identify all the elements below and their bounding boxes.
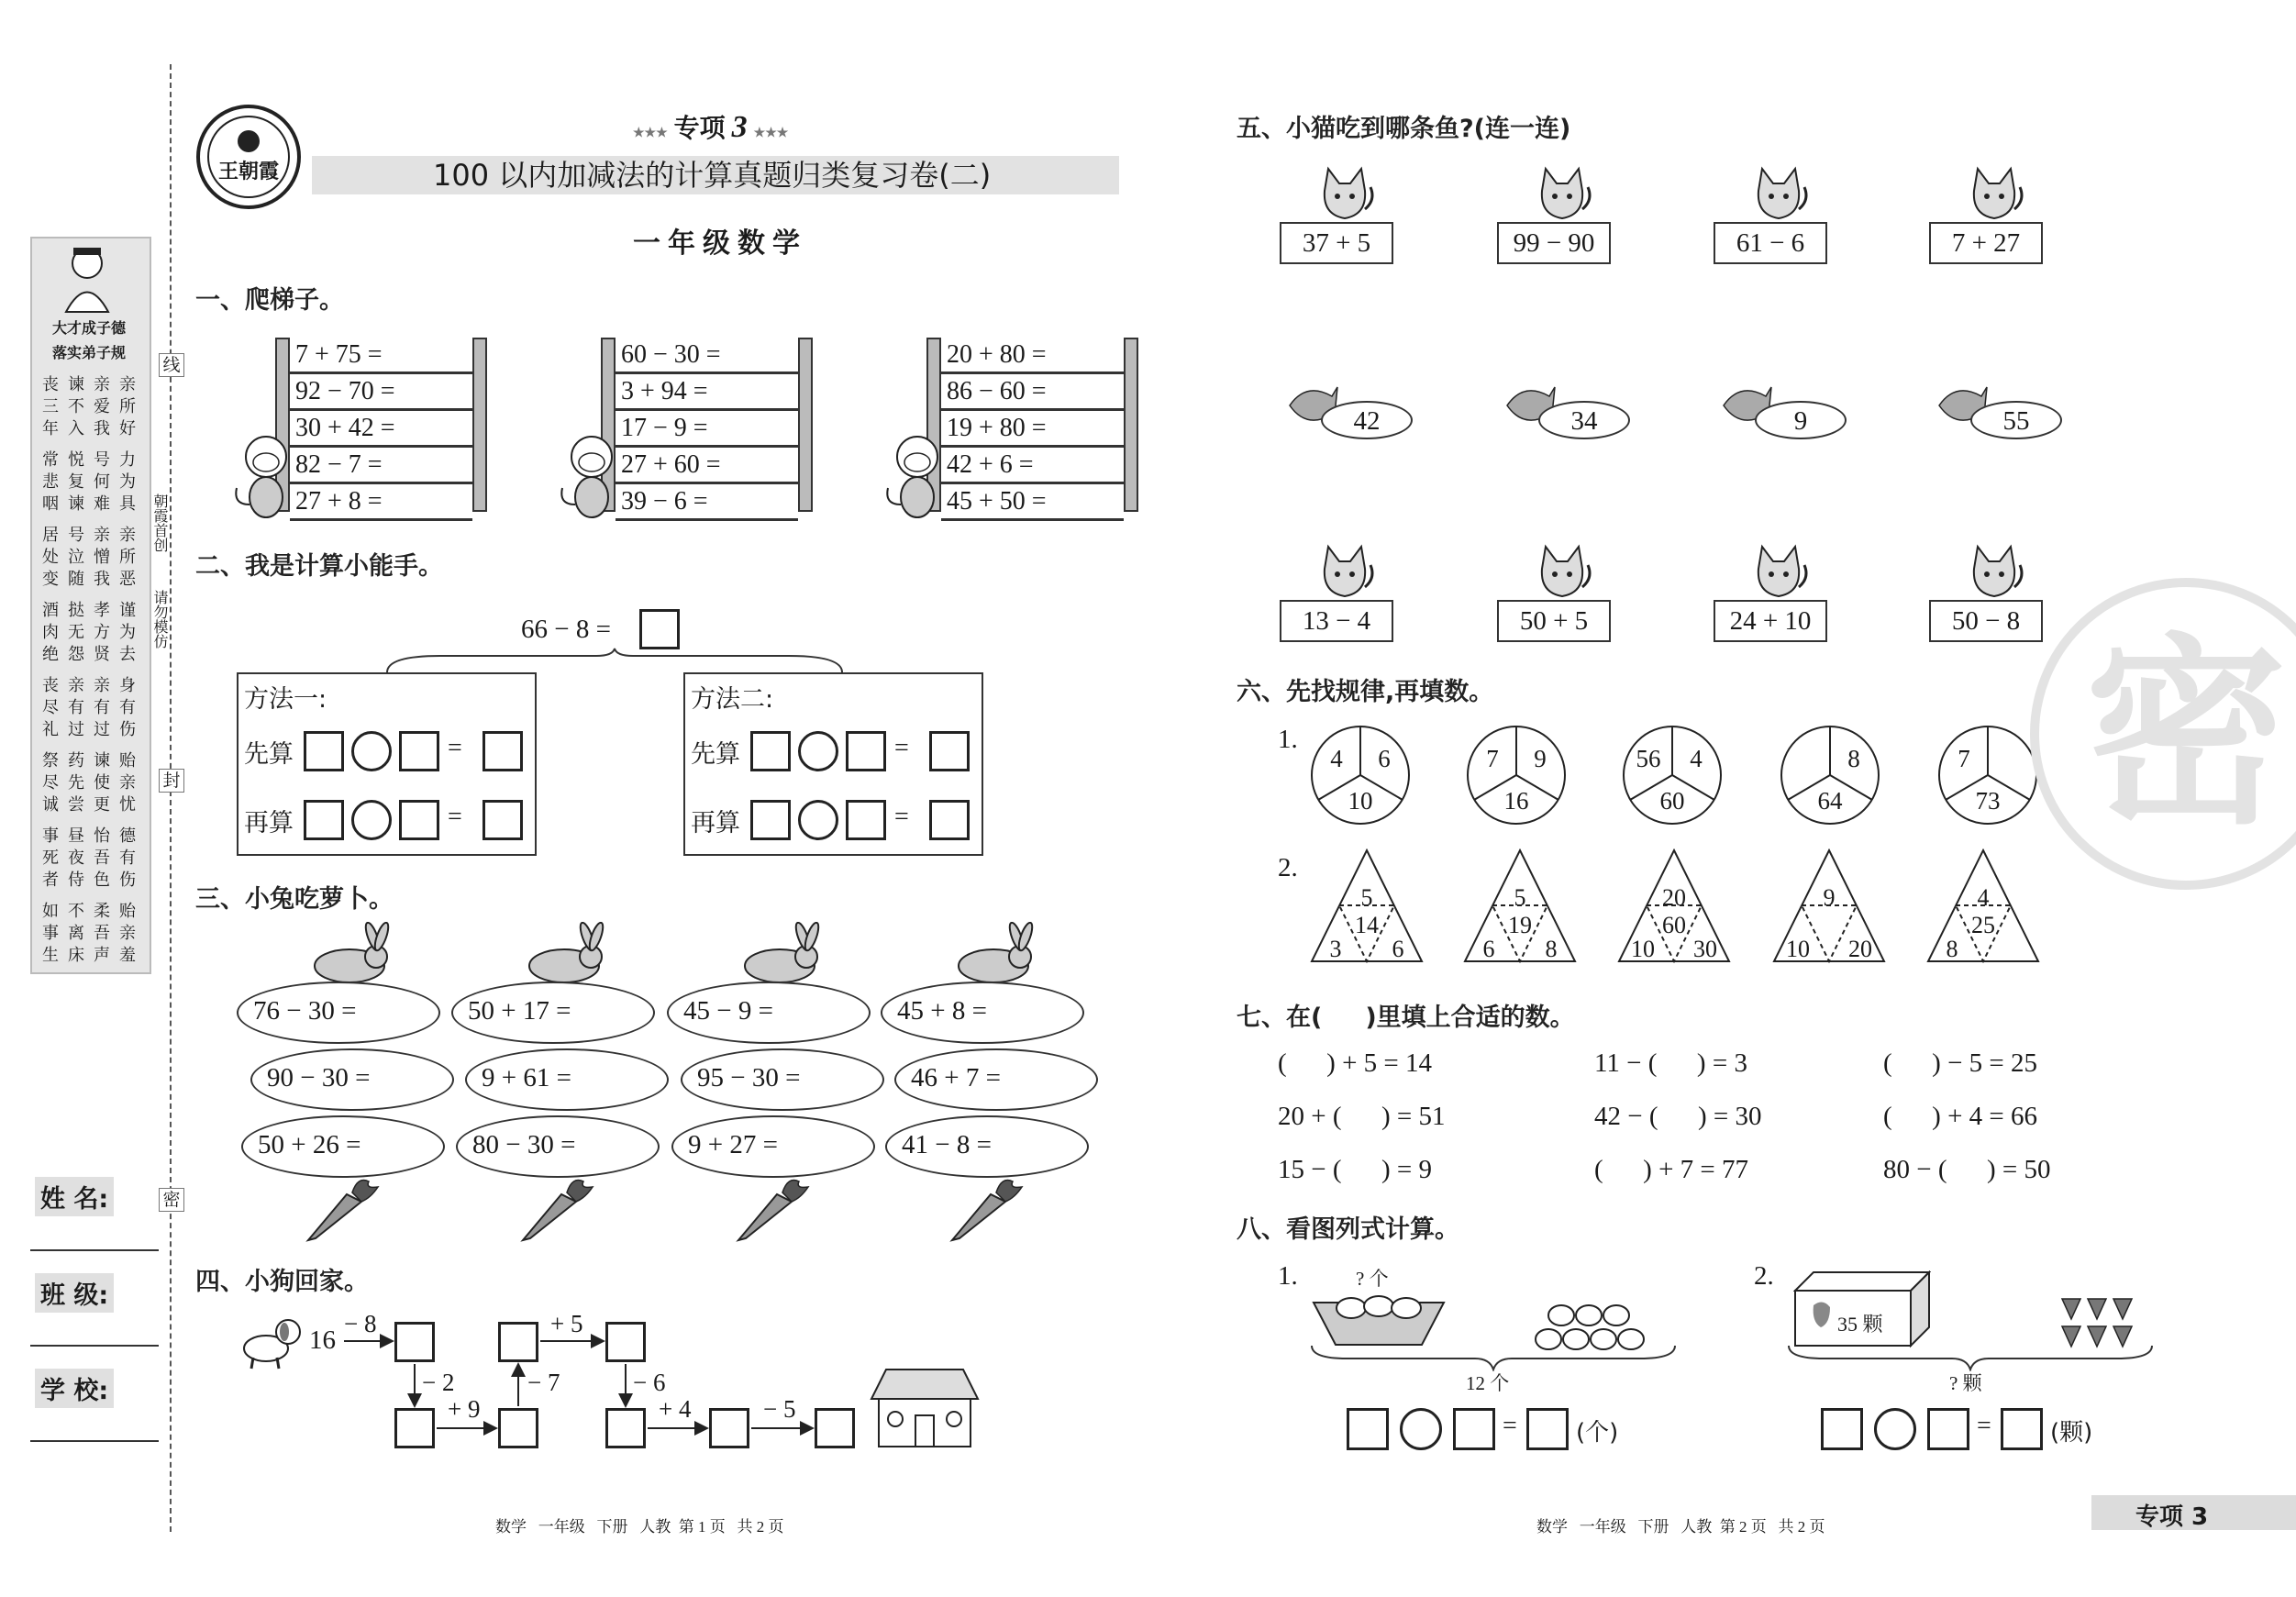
motto-column: 亲有过	[68, 676, 84, 739]
operation-label: + 9	[448, 1395, 481, 1423]
equals-sign: =	[1503, 1412, 1517, 1440]
motto-column: 亲爱我	[94, 375, 110, 438]
footer-tag	[2091, 1495, 2296, 1530]
watermark-glyph: 密	[2084, 616, 2287, 851]
header-badge	[633, 108, 788, 145]
rabbit-icon	[729, 922, 821, 986]
cat-icon	[1529, 541, 1593, 605]
answer-box[interactable]	[399, 731, 439, 771]
answer-box[interactable]	[498, 1408, 538, 1448]
ladder-rung[interactable]: 19 + 80 =	[941, 411, 1124, 448]
triangle-middle[interactable]: 19	[1508, 912, 1532, 938]
method-label: 方法一:	[244, 685, 327, 714]
fill-equation[interactable]: 42 − ( ) = 30	[1594, 1102, 1762, 1131]
cat-equation[interactable]: 13 − 4	[1280, 600, 1393, 642]
step-label: 先算	[691, 740, 740, 769]
equation-text: 76 − 30 =	[253, 996, 357, 1026]
motto-column: 身有伤	[119, 676, 136, 739]
answer-box[interactable]	[605, 1322, 646, 1362]
equation-text: 41 − 8 =	[902, 1130, 992, 1159]
circle-value-c[interactable]: 73	[1975, 787, 2001, 815]
sec8-title: 八、看图列式计算。	[1237, 1215, 1459, 1244]
motto-column: 号泣随	[68, 526, 84, 589]
motto-column: 酒肉绝	[42, 601, 59, 664]
triangle-left[interactable]: 10	[1786, 936, 1810, 962]
sec2-problem: 66 − 8 =	[521, 615, 611, 644]
ladder-rung[interactable]: 7 + 75 =	[290, 338, 472, 374]
triangle-top[interactable]: 5	[1360, 884, 1373, 911]
q2-bottom-label: ? 颗	[1949, 1372, 1982, 1394]
motto-column: 号何难	[94, 450, 110, 514]
cut-mark-seal: 封	[159, 769, 184, 793]
answer-box[interactable]	[399, 800, 439, 840]
cat-icon	[1746, 541, 1810, 605]
equation-text: 50 + 17 =	[468, 996, 571, 1026]
sec2-title: 二、我是计算小能手。	[195, 552, 443, 581]
motto-column: 亲所好	[119, 375, 136, 438]
monkey-icon	[882, 431, 947, 523]
operation-label: − 5	[763, 1395, 796, 1423]
answer-box[interactable]	[929, 800, 970, 840]
motto-column: 常悲咽	[42, 450, 59, 514]
circle-value-a[interactable]: 7	[1486, 745, 1499, 772]
ladder-rail	[472, 338, 487, 512]
sec5-title: 五、小猫吃到哪条鱼?(连一连)	[1237, 115, 1571, 143]
fish-number[interactable]: 9	[1755, 401, 1847, 439]
sec6-title: 六、先找规律,再填数。	[1237, 678, 1494, 706]
motto-column: 力为具	[119, 450, 136, 514]
equation-text: 46 + 7 =	[911, 1063, 1001, 1092]
footer-right: 数学 一年级 下册 人教 第 2 页 共 2 页	[1536, 1518, 1825, 1536]
page-subtitle: 一年级数学	[633, 227, 807, 260]
footer-left: 数学 一年级 下册 人教 第 1 页 共 2 页	[495, 1518, 784, 1536]
operation-label: + 4	[659, 1395, 692, 1423]
fill-equation[interactable]: 15 − ( ) = 9	[1278, 1155, 1433, 1184]
equals-sign: =	[448, 734, 462, 762]
answer-box[interactable]	[815, 1408, 855, 1448]
circle-value-c[interactable]: 64	[1817, 787, 1843, 815]
sec1-title: 一、爬梯子。	[195, 286, 344, 315]
ladder-rung[interactable]: 39 − 6 =	[616, 484, 798, 521]
page-title: 100 以内加减法的计算真题归类复习卷(二)	[433, 158, 992, 193]
motto-column: 德有伤	[119, 826, 136, 890]
operator-circle[interactable]	[798, 731, 838, 771]
answer-box[interactable]	[1347, 1408, 1389, 1450]
ladder-rail	[798, 338, 813, 512]
equation-text: 9 + 27 =	[688, 1130, 778, 1159]
answer-box[interactable]	[1927, 1408, 1969, 1450]
equals-sign: =	[894, 803, 909, 831]
motto-column: 如事生	[42, 902, 59, 965]
triangle-top[interactable]: 5	[1514, 884, 1526, 911]
operation-label: − 7	[527, 1369, 560, 1396]
motto-column: 祭尽诚	[42, 751, 59, 815]
ladder-rung[interactable]: 92 − 70 =	[290, 374, 472, 411]
unit-label: (颗)	[2050, 1419, 2093, 1447]
answer-box[interactable]	[498, 1322, 538, 1362]
triangle-middle[interactable]: 60	[1662, 912, 1686, 938]
sec8-label-1: 1.	[1278, 1261, 1298, 1291]
motto-column: 悦复谏	[68, 450, 84, 514]
monkey-icon	[557, 431, 621, 523]
rabbit-icon	[514, 922, 605, 986]
fish-number[interactable]: 55	[1970, 401, 2062, 439]
ladder-rung[interactable]: 17 − 9 =	[616, 411, 798, 448]
answer-box[interactable]	[482, 800, 523, 840]
candy-box-icon	[1793, 1270, 1931, 1348]
operator-circle[interactable]	[798, 800, 838, 840]
circle-value-c[interactable]: 10	[1348, 787, 1373, 815]
scholar-illustration	[55, 240, 119, 314]
equation-text: 9 + 61 =	[482, 1063, 571, 1092]
circle-value-b[interactable]: 8	[1847, 745, 1860, 772]
motto-column: 贻亲羞	[119, 902, 136, 965]
equation-text: 80 − 30 =	[472, 1130, 576, 1159]
motto-column: 亲憎我	[94, 526, 110, 589]
operation-label: + 5	[550, 1310, 583, 1337]
motto-column: 丧尽礼	[42, 676, 59, 739]
circle-value-a[interactable]: 4	[1330, 745, 1343, 772]
cut-mark-line: 线	[159, 353, 184, 377]
answer-box[interactable]	[304, 731, 344, 771]
rabbit-icon	[943, 922, 1035, 986]
cat-equation[interactable]: 99 − 90	[1497, 222, 1611, 264]
class-label: 班 级:	[35, 1273, 114, 1313]
fill-equation[interactable]: ( ) + 4 = 66	[1883, 1102, 2038, 1131]
answer-box[interactable]	[846, 731, 886, 771]
equals-sign: =	[1977, 1412, 1991, 1440]
motto-column: 贻亲忧	[119, 751, 136, 815]
cat-icon	[1961, 163, 2025, 227]
cat-icon	[1746, 163, 1810, 227]
dog-icon	[237, 1312, 305, 1371]
equals-sign: =	[448, 803, 462, 831]
fish-number[interactable]: 34	[1538, 401, 1630, 439]
sec4-title: 四、小狗回家。	[195, 1268, 369, 1296]
name-field[interactable]	[30, 1249, 159, 1251]
motto-column: 谏不入	[68, 375, 84, 438]
answer-box[interactable]	[709, 1408, 749, 1448]
q1-bottom-label: 12 个	[1466, 1372, 1510, 1394]
brand-logo	[194, 103, 303, 211]
motto-column: 谨为去	[119, 601, 136, 664]
cat-icon	[1312, 163, 1376, 227]
answer-box[interactable]	[2001, 1408, 2043, 1450]
dashed-binding-line	[170, 64, 172, 1532]
triangle-top[interactable]: 9	[1823, 884, 1836, 911]
motto-line-1: 大才成子德	[51, 319, 126, 337]
equation-text: 95 − 30 =	[697, 1063, 801, 1092]
ladder-rung[interactable]: 42 + 6 =	[941, 448, 1124, 484]
motto-column: 居处变	[42, 526, 59, 589]
motto-column: 亲所恶	[119, 526, 136, 589]
brace	[385, 647, 844, 674]
star-icon: ★★★	[753, 127, 789, 140]
q2-brace	[1787, 1344, 2154, 1371]
triangle-left[interactable]: 3	[1329, 936, 1342, 962]
motto-column: 孝方贤	[94, 601, 110, 664]
equation-text: 45 − 9 =	[683, 996, 773, 1026]
answer-box[interactable]	[750, 731, 791, 771]
badge-number: 3	[731, 110, 748, 144]
circle-value-b[interactable]: 9	[1534, 745, 1547, 772]
logo-name: 王朝霞	[217, 161, 279, 183]
cat-equation[interactable]: 24 + 10	[1714, 600, 1827, 642]
sec6-label-2: 2.	[1278, 853, 1298, 882]
motto-column: 谏使更	[94, 751, 110, 815]
start-number: 16	[309, 1325, 336, 1355]
circle-value-c[interactable]: 16	[1503, 787, 1529, 815]
egg-basket-icon	[1310, 1284, 1447, 1348]
ladder-rung[interactable]: 30 + 42 =	[290, 411, 472, 448]
cat-equation[interactable]: 7 + 27	[1929, 222, 2043, 264]
motto-column: 丧三年	[42, 375, 59, 438]
carrot-icon	[945, 1174, 1027, 1243]
motto-line-2: 落实弟子规	[51, 344, 126, 361]
cat-icon	[1961, 541, 2025, 605]
answer-box[interactable]	[929, 731, 970, 771]
circle-value-b[interactable]: 4	[1690, 745, 1703, 772]
cat-equation[interactable]: 37 + 5	[1280, 222, 1393, 264]
motto-column: 事死者	[42, 826, 59, 890]
circle-value-b[interactable]: 6	[1378, 745, 1391, 772]
cut-mark-secret: 密	[159, 1188, 184, 1212]
triangle-top[interactable]: 20	[1662, 884, 1686, 911]
answer-box[interactable]	[304, 800, 344, 840]
operator-circle[interactable]	[1400, 1408, 1442, 1450]
fill-equation[interactable]: 11 − ( ) = 3	[1594, 1048, 1747, 1078]
operation-label: − 8	[344, 1310, 377, 1337]
answer-box[interactable]	[1526, 1408, 1569, 1450]
equation-text: 90 − 30 =	[267, 1063, 371, 1092]
unit-label: (个)	[1576, 1419, 1619, 1447]
triangle-left[interactable]: 8	[1946, 936, 1958, 962]
motto-column: 怡吾色	[94, 826, 110, 890]
q2-box-label: 35 颗	[1837, 1313, 1883, 1336]
carrot-icon	[301, 1174, 383, 1243]
motto-column: 柔吾声	[94, 902, 110, 965]
secret-watermark	[2030, 578, 2296, 890]
fill-equation[interactable]: 80 − ( ) = 50	[1883, 1155, 2051, 1184]
method-label: 方法二:	[691, 685, 774, 714]
cat-equation[interactable]: 61 − 6	[1714, 222, 1827, 264]
rabbit-icon	[299, 922, 391, 986]
sec7-title: 七、在( )里填上合适的数。	[1237, 1004, 1575, 1032]
ladder-rung[interactable]: 45 + 50 =	[941, 484, 1124, 521]
q1-top-label: ? 个	[1356, 1268, 1389, 1290]
answer-box[interactable]	[482, 731, 523, 771]
step-label: 再算	[244, 809, 294, 837]
side-note-2: 请勿模仿	[151, 590, 169, 649]
carrot-icon	[731, 1174, 814, 1243]
ladder-rung[interactable]: 27 + 8 =	[290, 484, 472, 521]
ladder-rung[interactable]: 3 + 94 =	[616, 374, 798, 411]
triangle-right[interactable]: 30	[1693, 936, 1717, 962]
house-icon	[870, 1362, 980, 1449]
triangle-middle[interactable]: 25	[1971, 912, 1995, 938]
fill-equation[interactable]: ( ) + 5 = 14	[1278, 1048, 1433, 1078]
equation-text: 45 + 8 =	[897, 996, 987, 1026]
triangle-right[interactable]: 6	[1392, 936, 1404, 962]
answer-box[interactable]	[846, 800, 886, 840]
carrot-icon	[516, 1174, 598, 1243]
motto-column: 昼夜侍	[68, 826, 84, 890]
step-label: 再算	[691, 809, 740, 837]
fill-equation[interactable]: ( ) + 7 = 77	[1594, 1155, 1749, 1184]
ladder-rung[interactable]: 20 + 80 =	[941, 338, 1124, 374]
operator-circle[interactable]	[351, 800, 392, 840]
answer-box[interactable]	[394, 1408, 435, 1448]
triangle-top[interactable]: 4	[1977, 884, 1990, 911]
ladder-rung[interactable]: 82 − 7 =	[290, 448, 472, 484]
ladder-rail	[1124, 338, 1138, 512]
triangle-right[interactable]: 20	[1848, 936, 1872, 962]
circle-value-a[interactable]: 56	[1636, 745, 1661, 772]
step-label: 先算	[244, 740, 294, 769]
side-note-1: 朝霞首创	[151, 494, 169, 552]
motto-column: 亲有过	[94, 676, 110, 739]
circle-value-a[interactable]: 7	[1958, 745, 1970, 772]
sec3-title: 三、小兔吃萝卜。	[195, 885, 394, 914]
equals-sign: =	[894, 734, 909, 762]
answer-box[interactable]	[750, 800, 791, 840]
q1-brace	[1310, 1344, 1677, 1371]
school-field[interactable]	[30, 1440, 159, 1442]
star-icon: ★★★	[633, 127, 668, 140]
triangle-left[interactable]: 6	[1482, 936, 1495, 962]
fill-equation[interactable]: 20 + ( ) = 51	[1278, 1102, 1446, 1131]
ladder-rung[interactable]: 60 − 30 =	[616, 338, 798, 374]
sec2-answer-box[interactable]	[639, 609, 680, 649]
triangle-middle[interactable]: 14	[1355, 912, 1379, 938]
fish-number[interactable]: 42	[1321, 401, 1413, 439]
ladder-rung[interactable]: 86 − 60 =	[941, 374, 1124, 411]
badge-label: 专项	[673, 115, 726, 143]
monkey-icon	[231, 431, 295, 523]
answer-box[interactable]	[605, 1408, 646, 1448]
answer-box[interactable]	[1453, 1408, 1495, 1450]
sec8-label-2: 2.	[1754, 1261, 1774, 1291]
triangle-right[interactable]: 8	[1545, 936, 1558, 962]
name-label: 姓 名:	[35, 1177, 114, 1216]
triangle-left[interactable]: 10	[1631, 936, 1655, 962]
operation-label: − 2	[422, 1369, 455, 1396]
answer-box[interactable]	[1821, 1408, 1863, 1450]
class-field[interactable]	[30, 1345, 159, 1347]
cat-icon	[1529, 163, 1593, 227]
cat-equation[interactable]: 50 + 5	[1497, 600, 1611, 642]
equation-text: 50 + 26 =	[258, 1130, 361, 1159]
school-label: 学 校:	[35, 1369, 114, 1408]
cat-equation[interactable]: 50 − 8	[1929, 600, 2043, 642]
operator-circle[interactable]	[351, 731, 392, 771]
cat-icon	[1312, 541, 1376, 605]
motto-column: 挞无怨	[68, 601, 84, 664]
sec6-label-1: 1.	[1278, 725, 1298, 754]
circle-value-c[interactable]: 60	[1659, 787, 1685, 815]
ladder-rung[interactable]: 27 + 60 =	[616, 448, 798, 484]
motto-column: 不离床	[68, 902, 84, 965]
answer-box[interactable]	[394, 1322, 435, 1362]
motto-column: 药先尝	[68, 751, 84, 815]
fill-equation[interactable]: ( ) − 5 = 25	[1883, 1048, 2038, 1078]
operation-label: − 6	[633, 1369, 666, 1396]
footer-tag-label: 专项 3	[2135, 1503, 2209, 1531]
operator-circle[interactable]	[1874, 1408, 1916, 1450]
